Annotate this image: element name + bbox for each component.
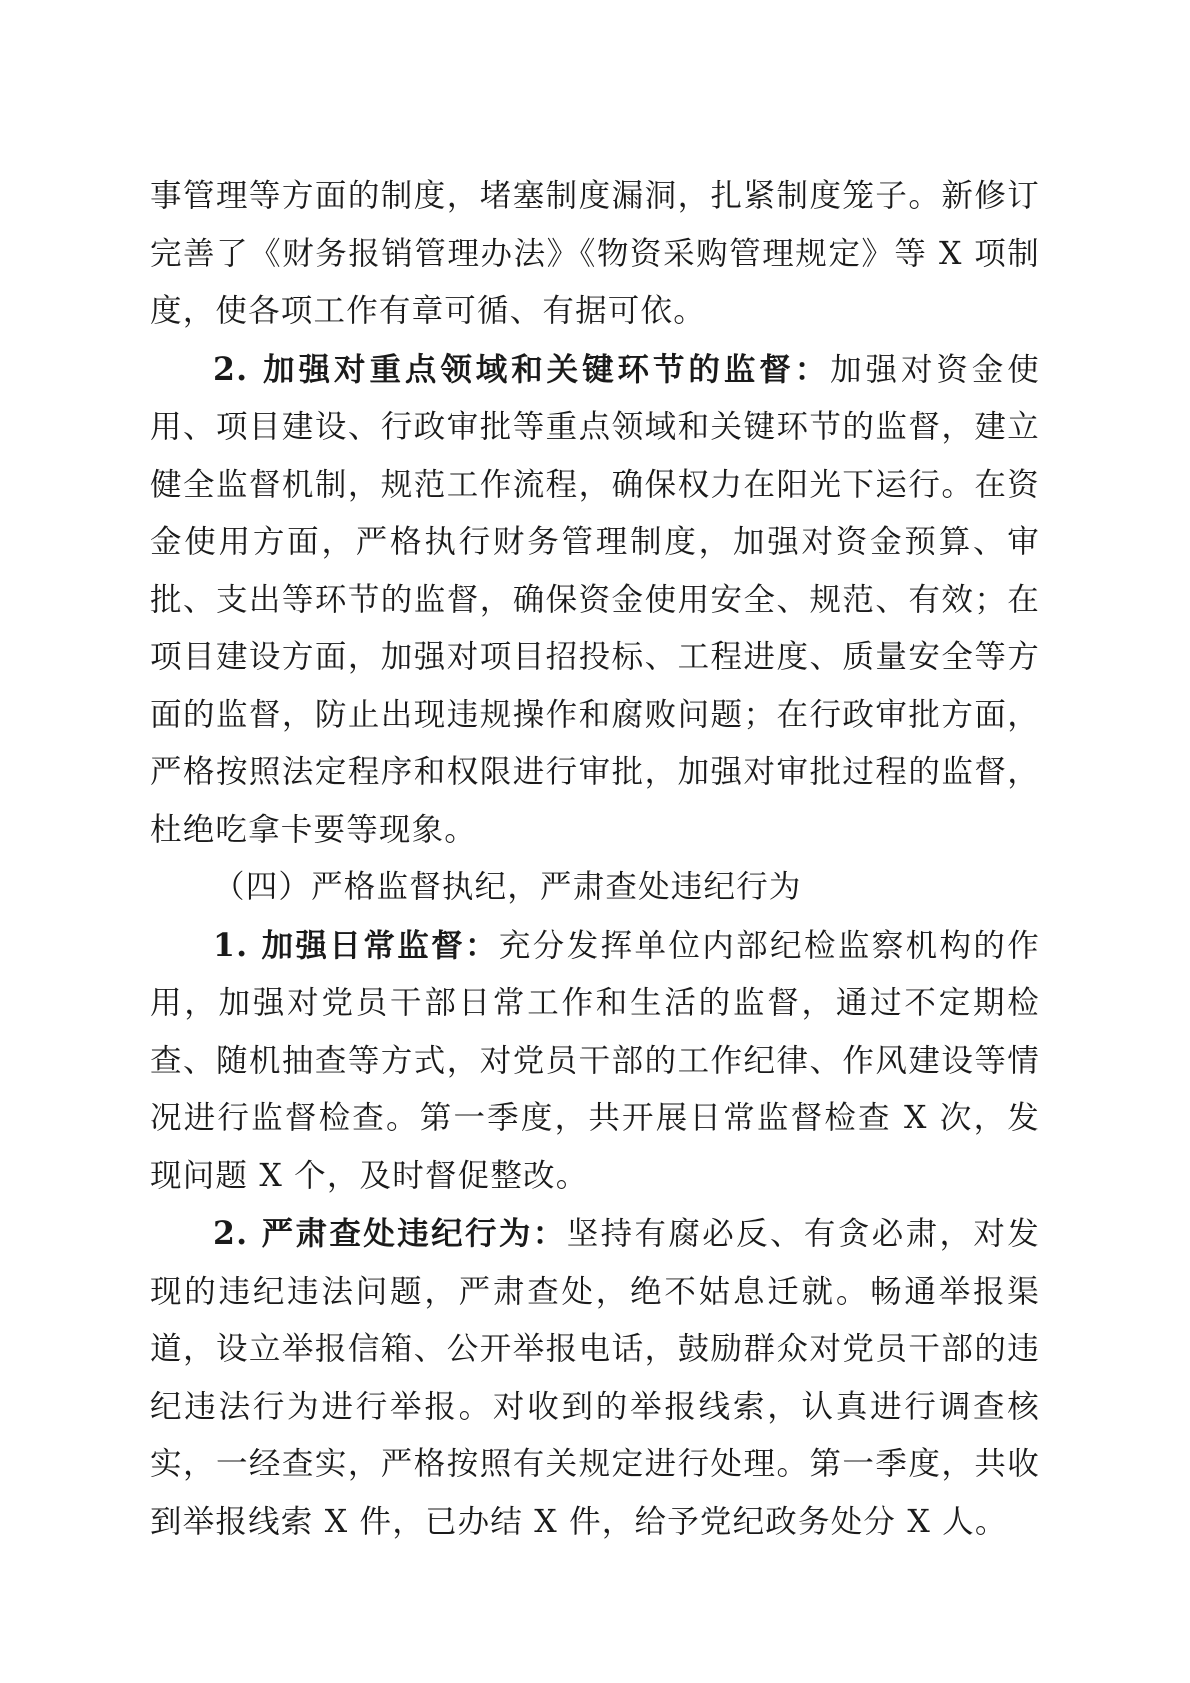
disciplinary-violations-lead: 2. 严肃查处违纪行为：: [213, 1215, 567, 1252]
disciplinary-violations-body: 坚持有腐必反、有贪必肃，对发现的违纪违法问题，严肃查处，绝不姑息迁就。畅通举报渠道，设立举报信箱、公开举报电话，鼓励群众对党员干部的违纪违法行为进行举报。对收到的举报线索，认真进行调查核实，一经查实，严格按照有关规定进行处理。第一季度，共收到举报线索 X 件，已办结 X 件，给予党纪政务处分 X 人。: [150, 1216, 1040, 1540]
daily-supervision-lead: 1. 加强日常监督：: [213, 926, 499, 964]
continuation-paragraph: 事管理等方面的制度，堵塞制度漏洞，扎紧制度笼子。新修订完善了《财务报销管理办法》《物资采购管理规定》等 X 项制度，使各项工作有章可循、有据可依。: [150, 178, 1040, 329]
key-areas-supervision-lead: 2. 加强对重点领域和关键环节的监督：: [213, 350, 831, 388]
section-4-heading: （四）严格监督执纪，严肃查处违纪行为: [213, 869, 802, 905]
daily-supervision-paragraph: [150, 917, 1040, 1206]
daily-supervision-body: 充分发挥单位内部纪检监察机构的作用，加强对党员干部日常工作和生活的监督，通过不定期检查、随机抽查等方式，对党员干部的工作纪律、作风建设等情况进行监督检查。第一季度，共开展日常监督检查 X 次，发现问题 X 个，及时督促整改。: [150, 927, 1041, 1194]
key-areas-supervision-body: 加强对资金使用、项目建设、行政审批等重点领域和关键环节的监督，建立健全监督机制，规范工作流程，确保权力在阳光下运行。在资金使用方面，严格执行财务管理制度，加强对资金预算、审批、支出等环节的监督，确保资金使用安全、规范、有效；在项目建设方面，加强对项目招投标、工程进度、质量安全等方面的监督，防止出现违规操作和腐败问题；在行政审批方面，严格按照法定程序和权限进行审批，加强对审批过程的监督，杜绝吃拿卡要等现象。: [150, 351, 1040, 848]
key-areas-supervision-paragraph: [150, 341, 1040, 860]
disciplinary-violations-paragraph: [150, 1205, 1040, 1551]
document-page: [150, 168, 1040, 1551]
